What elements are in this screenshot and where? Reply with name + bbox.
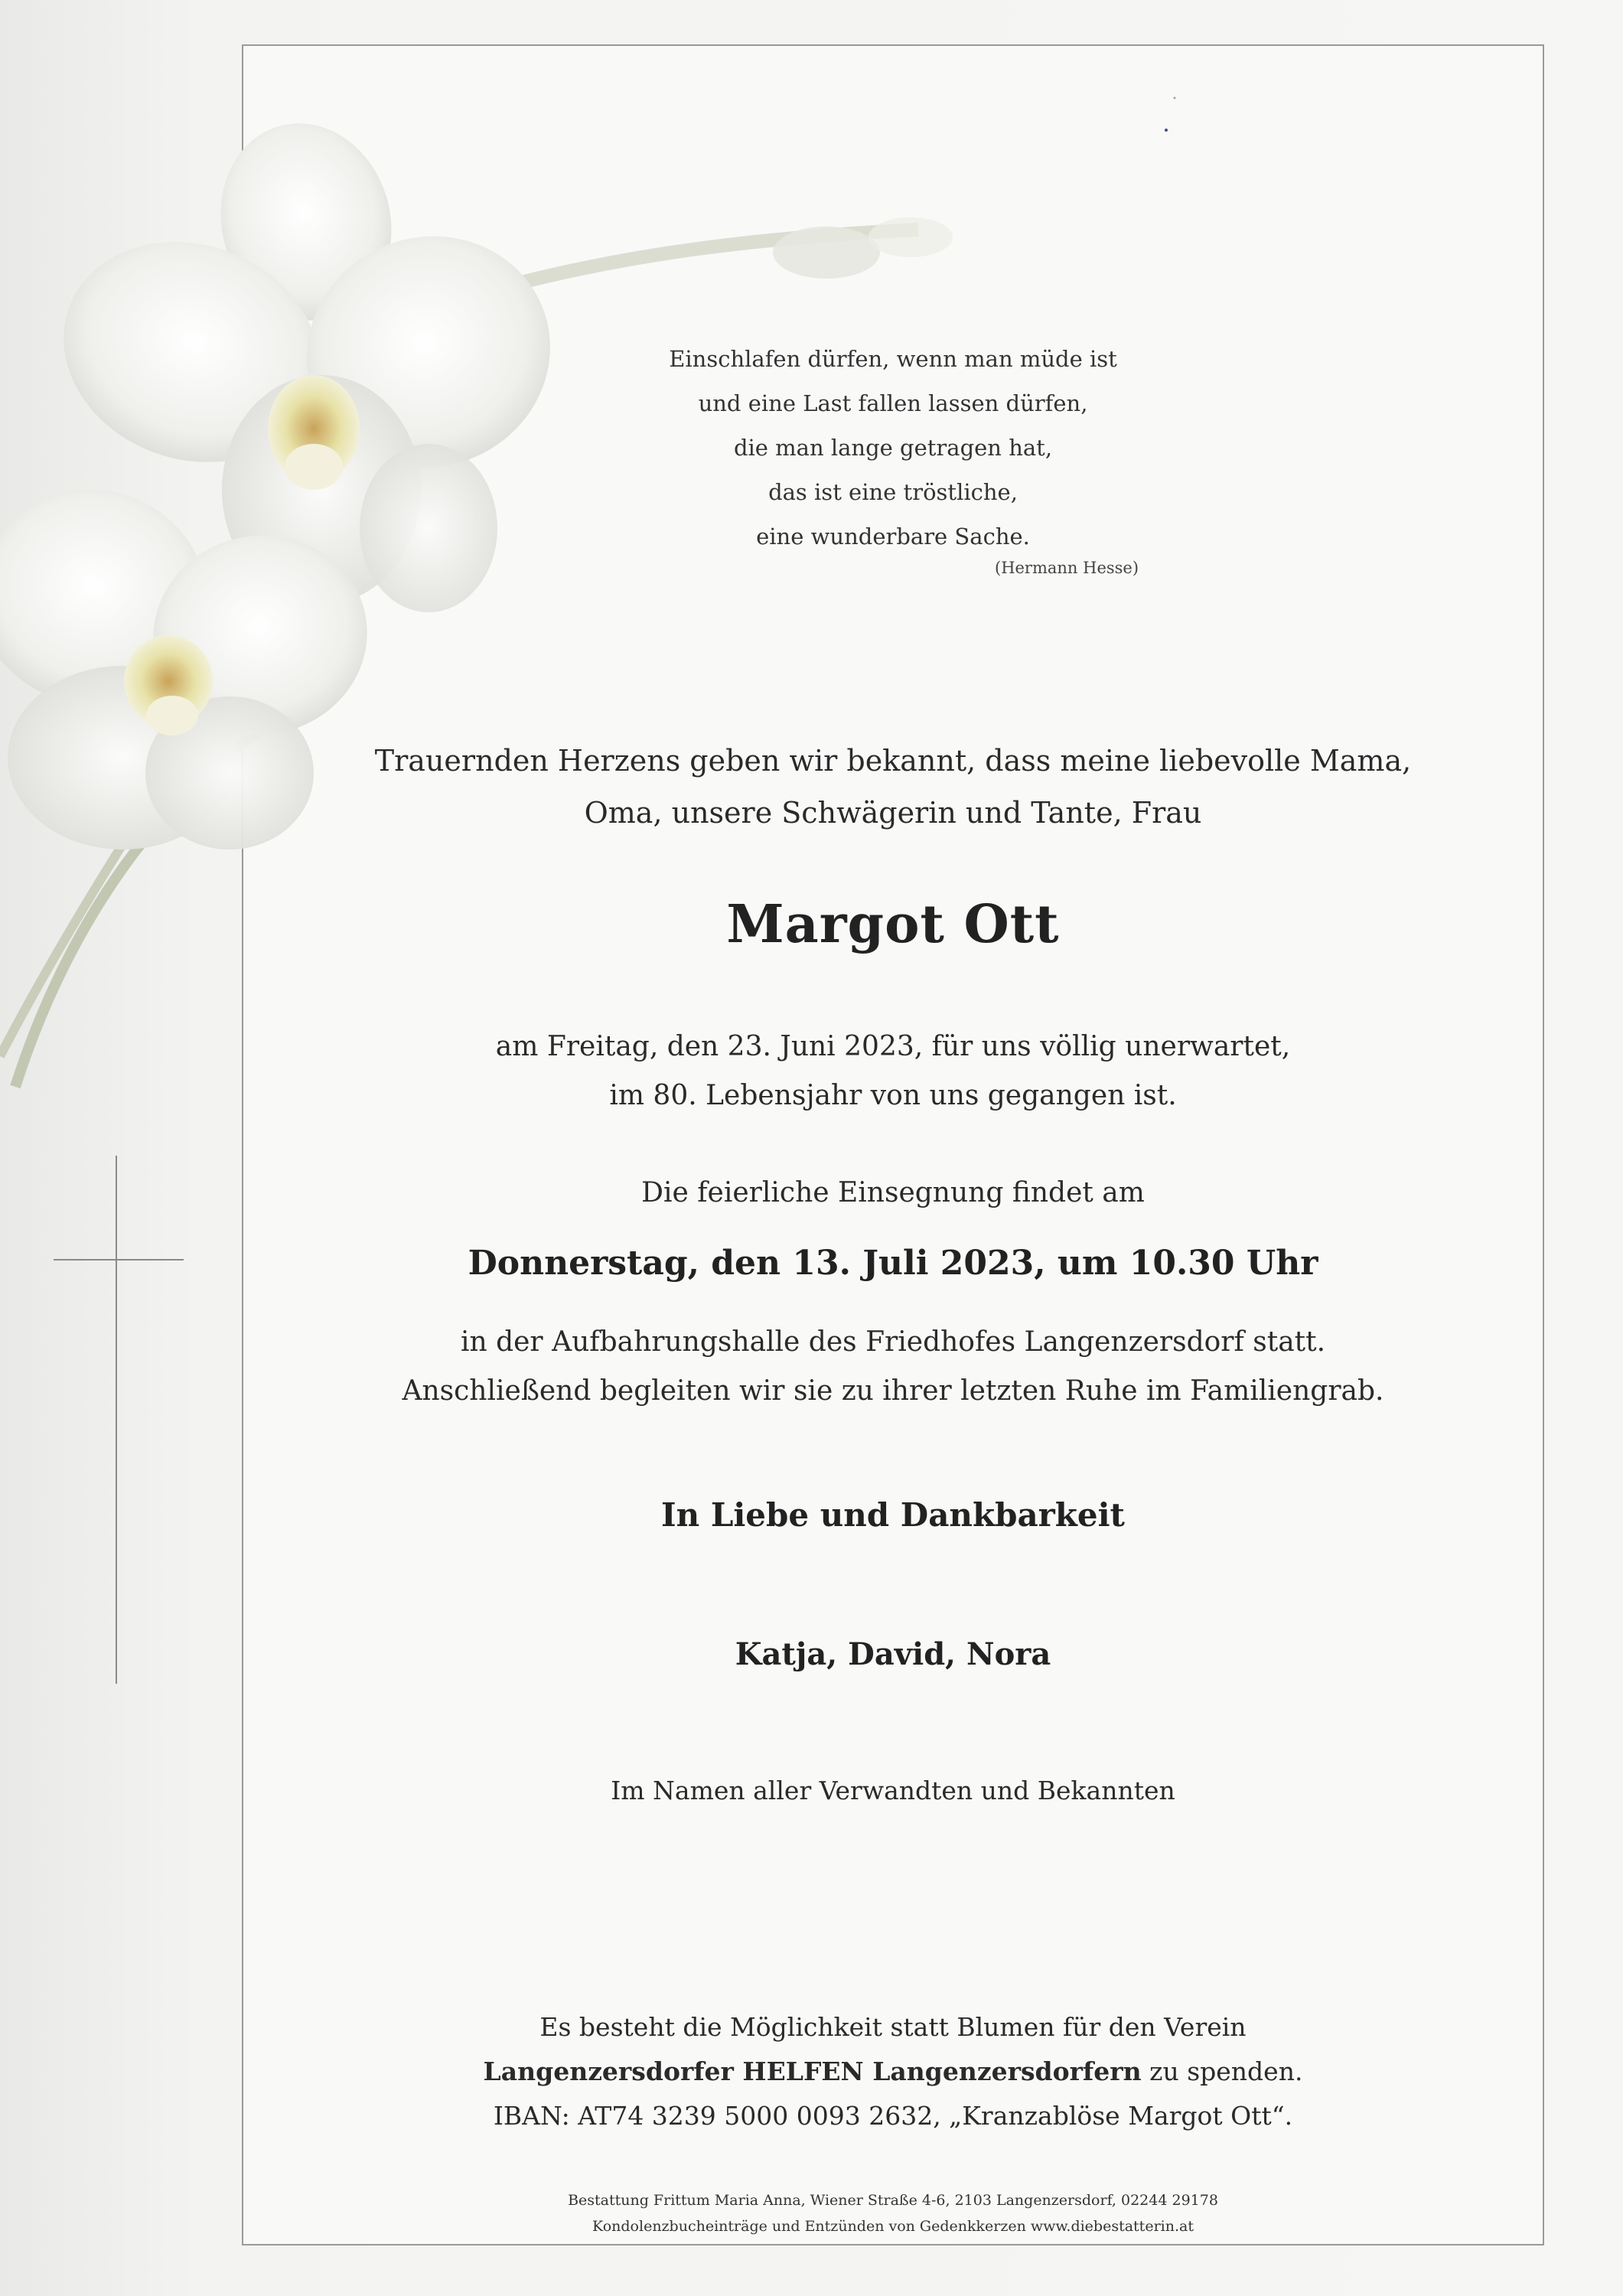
announcement-line: Trauernden Herzens geben wir bekannt, dass meine liebevolle Mama, <box>374 744 1412 778</box>
donation-line <box>242 2050 1544 2094</box>
iban-line: IBAN: AT74 3239 5000 0093 2632, „Kranzablöse Margot Ott“. <box>493 2101 1293 2131</box>
ceremony-date: Donnerstag, den 13. Juli 2023, um 10.30 Uhr <box>468 1244 1318 1283</box>
donation-notice <box>242 2005 1544 2138</box>
poem-author: (Hermann Hesse) <box>995 559 1139 577</box>
poem <box>242 337 1544 559</box>
footer-line: Bestattung Frittum Maria Anna, Wiener Straße 4-6, 2103 Langenzersdorf, 02244 29178 <box>568 2192 1218 2209</box>
announcement <box>242 735 1544 839</box>
poem-line: die man lange getragen hat, <box>733 435 1053 461</box>
footer-line: Kondolenzbucheinträge und Entzünden von Gedenkkerzen www.diebestatterin.at <box>592 2218 1194 2235</box>
death-info-line: am Freitag, den 23. Juni 2023, für uns völlig unerwartet, <box>495 1031 1291 1062</box>
closing-phrase: In Liebe und Dankbarkeit <box>661 1496 1125 1534</box>
announcement-line: Oma, unsere Schwägerin und Tante, Frau <box>584 796 1202 830</box>
memorial-cross-icon <box>54 1156 191 1684</box>
ceremony-place-line: in der Aufbahrungshalle des Friedhofes Langenzersdorf statt. <box>460 1326 1326 1358</box>
ceremony-place <box>242 1318 1544 1416</box>
poem-line: Einschlafen dürfen, wenn man müde ist <box>669 346 1117 372</box>
footer <box>242 2187 1544 2239</box>
deceased-name: Margot Ott <box>726 894 1060 955</box>
relatives-note: Im Namen aller Verwandten und Bekannten <box>611 1776 1175 1805</box>
donation-line-rest: zu spenden. <box>1141 2056 1303 2086</box>
association-name: Langenzersdorfer HELFEN Langenzersdorfern <box>483 2056 1142 2086</box>
ceremony-place-line: Anschließend begleiten wir sie zu ihrer letzten Ruhe im Familiengrab. <box>402 1375 1384 1407</box>
poem-line: und eine Last fallen lassen dürfen, <box>698 390 1088 416</box>
scan-specks <box>1163 92 1178 138</box>
poem-line: das ist eine tröstliche, <box>768 479 1018 505</box>
donation-line: Es besteht die Möglichkeit statt Blumen für den Verein <box>539 2012 1247 2042</box>
ceremony-intro: Die feierliche Einsegnung findet am <box>641 1177 1145 1208</box>
poem-line: eine wunderbare Sache. <box>756 523 1030 550</box>
death-info <box>242 1022 1544 1120</box>
family-names: Katja, David, Nora <box>735 1636 1051 1672</box>
death-info-line: im 80. Lebensjahr von uns gegangen ist. <box>609 1080 1177 1111</box>
